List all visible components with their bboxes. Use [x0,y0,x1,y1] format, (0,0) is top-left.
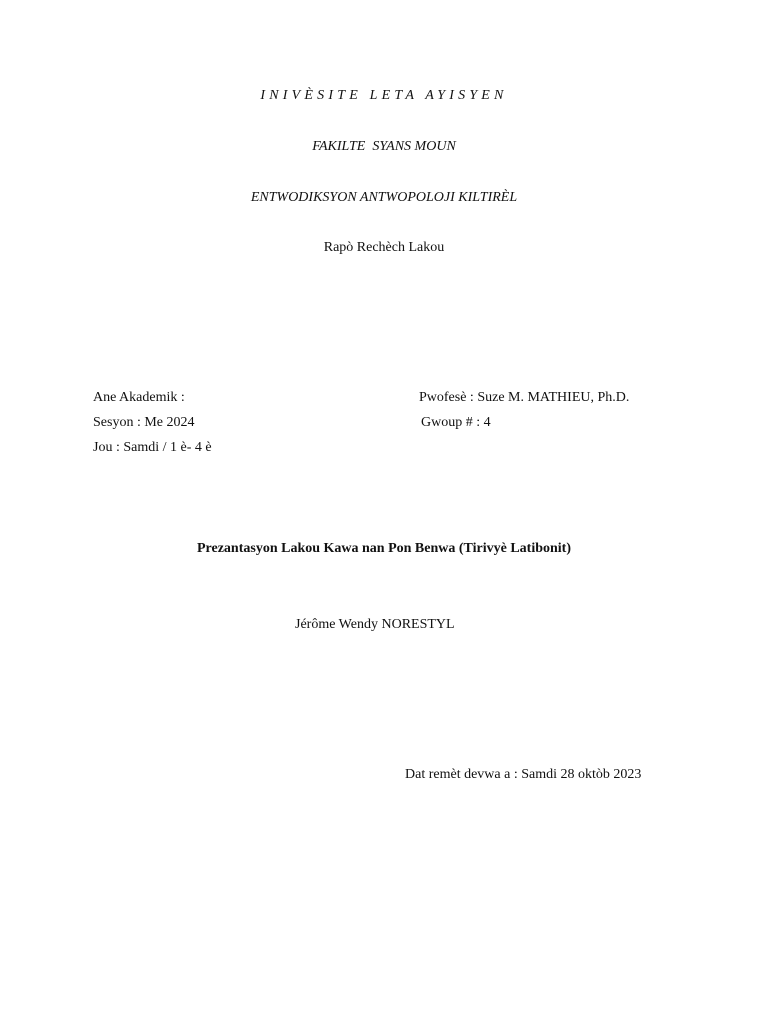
document-title: Prezantasyon Lakou Kawa nan Pon Benwa (Tirivyè Latibonit) [196,541,572,556]
report-type: Rapò Rechèch Lakou [323,240,445,255]
author-name: Jérôme Wendy NORESTYL [295,617,455,632]
university-name: INIVÈSITE LETA AYISYEN [260,88,508,103]
day-label: Jou : Samdi / 1 è- 4 è [93,440,212,455]
group-label: Gwoup # : 4 [421,415,491,430]
academic-year-label: Ane Akademik : [93,390,185,405]
course-name: ENTWODIKSYON ANTWOPOLOJI KILTIRÈL [250,190,518,205]
due-date: Dat remèt devwa a : Samdi 28 oktòb 2023 [405,767,642,782]
professor-label: Pwofesè : Suze M. MATHIEU, Ph.D. [419,390,630,405]
session-label: Sesyon : Me 2024 [93,415,195,430]
faculty-name: FAKILTE SYANS MOUN [312,139,456,154]
